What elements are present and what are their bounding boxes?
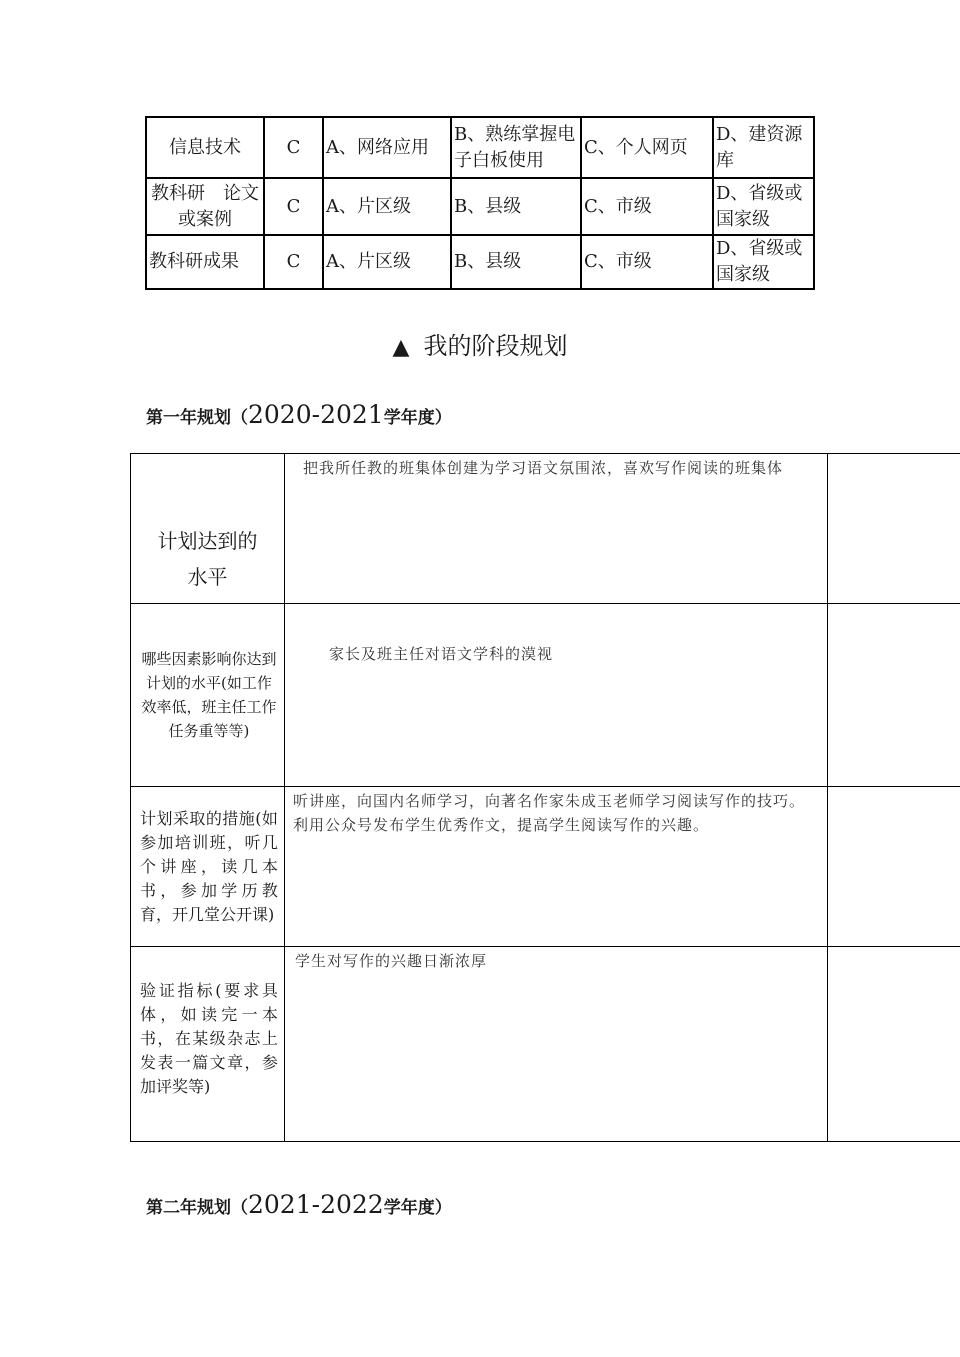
table-row <box>146 235 814 289</box>
year1-years: 2020-2021 <box>248 400 384 429</box>
plan-label: 计划采取的措施(如参加培训班，听几个讲座，读几本书，参加学历教育，开几堂公开课) <box>131 787 285 947</box>
plan-label: 计划达到的水平 <box>131 454 285 604</box>
option-a: A、片区级 <box>323 178 451 235</box>
year2-label: 第二年规划（ <box>146 1198 248 1218</box>
option-a: A、片区级 <box>323 235 451 289</box>
option-d: D、省级或国家级 <box>713 178 814 235</box>
skill-level: C <box>264 178 323 235</box>
option-a: A、网络应用 <box>323 117 451 178</box>
option-b: B、县级 <box>451 235 581 289</box>
year1-plan-table <box>130 453 960 1142</box>
plan-content: 把我所任教的班集体创建为学习语文氛围浓，喜欢写作阅读的班集体 <box>284 454 827 604</box>
plan-content: 学生对写作的兴趣日渐浓厚 <box>284 947 827 1142</box>
option-c: C、个人网页 <box>581 117 713 178</box>
option-d: D、省级或国家级 <box>713 235 814 289</box>
section-title: 我的阶段规划 <box>423 332 568 360</box>
table-row <box>146 117 814 178</box>
plan-extra-cell <box>827 454 960 604</box>
year2-suffix: 学年度） <box>383 1198 452 1218</box>
option-c: C、市级 <box>581 178 713 235</box>
year2-title <box>146 1190 452 1219</box>
table-row <box>146 178 814 235</box>
table-row <box>131 454 960 604</box>
skill-level: C <box>264 117 323 178</box>
skill-item: 教科研成果 <box>146 235 264 289</box>
skill-item: 教科研 论文或案例 <box>146 178 264 235</box>
table-row <box>131 947 960 1142</box>
triangle-icon: ▲ <box>392 335 410 360</box>
year1-suffix: 学年度） <box>383 408 452 428</box>
year1-label: 第一年规划（ <box>146 408 248 428</box>
option-b: B、熟练掌握电子白板使用 <box>451 117 581 178</box>
table-row <box>131 604 960 787</box>
plan-content: 家长及班主任对语文学科的漠视 <box>284 604 827 787</box>
skills-table <box>145 116 815 290</box>
skill-level: C <box>264 235 323 289</box>
skill-item: 信息技术 <box>146 117 264 178</box>
section-heading <box>0 326 960 361</box>
plan-extra-cell <box>827 604 960 787</box>
plan-label: 哪些因素影响你达到计划的水平(如工作效率低，班主任工作任务重等等) <box>131 604 285 787</box>
year2-years: 2021-2022 <box>248 1190 384 1219</box>
option-b: B、县级 <box>451 178 581 235</box>
year1-title <box>146 400 452 429</box>
plan-label: 验证指标(要求具体，如读完一本书，在某级杂志上发表一篇文章，参加评奖等) <box>131 947 285 1142</box>
table-row <box>131 787 960 947</box>
option-d: D、建资源库 <box>713 117 814 178</box>
option-c: C、市级 <box>581 235 713 289</box>
plan-extra-cell <box>827 787 960 947</box>
plan-extra-cell <box>827 947 960 1142</box>
plan-content: 听讲座，向国内名师学习，向著名作家朱成玉老师学习阅读写作的技巧。利用公众号发布学生优秀作文，提高学生阅读写作的兴趣。 <box>284 787 827 947</box>
